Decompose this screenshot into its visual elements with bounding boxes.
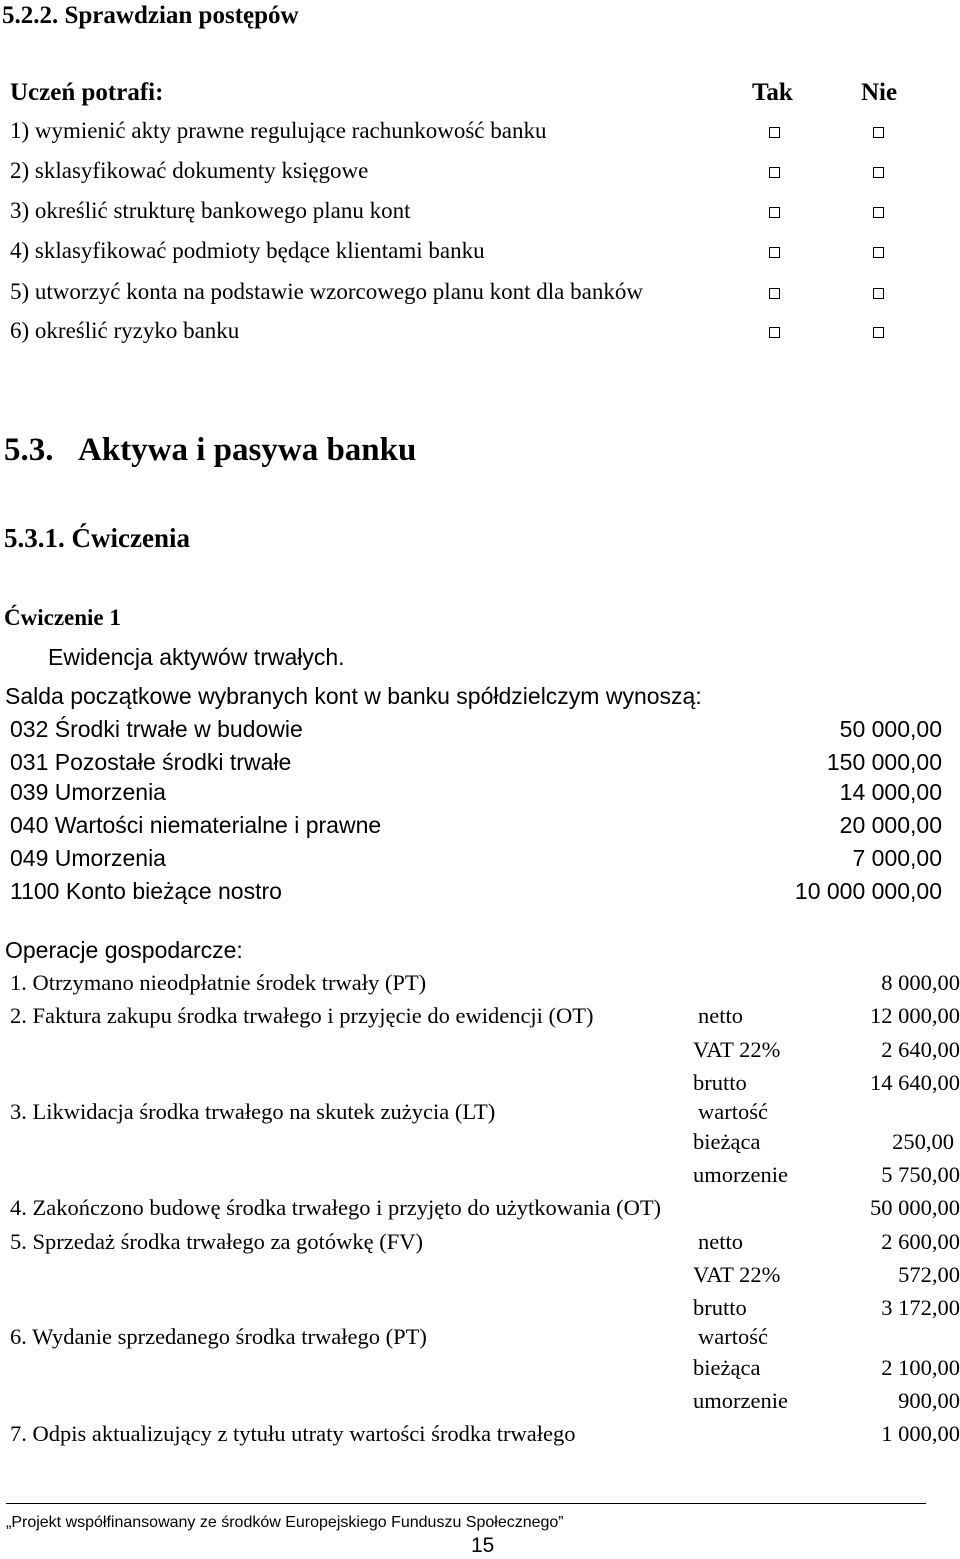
operation-3-umorzenie-label: umorzenie: [693, 1162, 788, 1187]
section-heading-5-2-2: 5.2.2. Sprawdzian postępów: [2, 2, 299, 29]
operation-2-vat-value: 2 640,00: [881, 1037, 960, 1062]
operation-1-value: 8 000,00: [881, 970, 960, 995]
checkbox-no-2[interactable]: [873, 167, 884, 178]
balance-label: 039 Umorzenia: [10, 779, 166, 805]
operation-2-text: 2. Faktura zakupu środka trwałego i przyjęcie do ewidencji (OT): [10, 1003, 594, 1028]
operation-5-text: 5. Sprzedaż środka trwałego za gotówkę (FV): [10, 1229, 423, 1254]
balance-value: 150 000,00: [826, 749, 942, 775]
balance-label: 040 Wartości niematerialne i prawne: [10, 812, 382, 838]
balance-label: 032 Środki trwałe w budowie: [10, 716, 303, 742]
checkbox-no-6[interactable]: [873, 327, 884, 338]
operation-5-brutto-label: brutto: [693, 1295, 747, 1320]
operation-4-value: 50 000,00: [870, 1195, 960, 1220]
section-heading-5-3-1: 5.3.1. Ćwiczenia: [4, 523, 190, 553]
operation-3-biezaca-value: 250,00: [892, 1129, 954, 1154]
checkbox-yes-3[interactable]: [769, 207, 780, 218]
balance-label: 031 Pozostałe środki trwałe: [10, 749, 292, 775]
checklist-item-3: 3) określić strukturę bankowego planu kont: [10, 198, 411, 223]
operation-6-text: 6. Wydanie sprzedanego środka trwałego (PT): [10, 1324, 427, 1349]
operation-7-text: 7. Odpis aktualizujący z tytułu utraty wartości środka trwałego: [10, 1421, 576, 1446]
section-number-5-3: 5.3.: [4, 432, 54, 468]
operation-4-text: 4. Zakończono budowę środka trwałego i przyjęto do użytkowania (OT): [10, 1195, 662, 1220]
operation-6-umorzenie-value: 900,00: [898, 1388, 960, 1413]
exercise-intro: Salda początkowe wybranych kont w banku spółdzielczym wynoszą:: [5, 683, 702, 709]
checklist-item-1: 1) wymienić akty prawne regulujące rachunkowość banku: [10, 118, 547, 143]
balance-value: 14 000,00: [839, 779, 942, 805]
checkbox-yes-6[interactable]: [769, 327, 780, 338]
column-yes-label: Tak: [752, 79, 793, 106]
checkbox-yes-5[interactable]: [769, 288, 780, 299]
checkbox-yes-4[interactable]: [769, 247, 780, 258]
operation-2-netto-value: 12 000,00: [870, 1003, 960, 1028]
balance-label: 1100 Konto bieżące nostro: [10, 878, 282, 904]
operations-title: Operacje gospodarcze:: [5, 937, 243, 963]
operation-7-value: 1 000,00: [881, 1421, 960, 1446]
checkbox-no-1[interactable]: [873, 127, 884, 138]
page-number: 15: [471, 1534, 495, 1557]
footer-divider: [6, 1503, 926, 1504]
checklist-item-6: 6) określić ryzyko banku: [10, 318, 240, 343]
balance-value: 10 000 000,00: [794, 878, 942, 904]
operation-2-vat-label: VAT 22%: [693, 1037, 781, 1062]
checkbox-yes-2[interactable]: [769, 167, 780, 178]
checklist-item-2: 2) sklasyfikować dokumenty księgowe: [10, 158, 369, 183]
operation-5-netto-label: netto: [698, 1229, 743, 1254]
footer-project-text: „Projekt współfinansowany ze środków Europejskiego Funduszu Społecznego”: [6, 1514, 564, 1531]
checklist-item-4: 4) sklasyfikować podmioty będące klientami banku: [10, 238, 485, 263]
operation-5-vat-label: VAT 22%: [693, 1262, 781, 1287]
operation-3-umorzenie-value: 5 750,00: [881, 1162, 960, 1187]
operation-3-wartosc-label: wartość: [698, 1099, 768, 1124]
operation-2-brutto-value: 14 640,00: [870, 1070, 960, 1095]
exercise-title: Ćwiczenie 1: [4, 605, 121, 630]
operation-3-text: 3. Likwidacja środka trwałego na skutek zużycia (LT): [10, 1099, 496, 1124]
operation-2-netto-label: netto: [698, 1003, 743, 1028]
checklist-item-5: 5) utworzyć konta na podstawie wzorcowego planu kont dla banków: [10, 279, 643, 304]
balance-label: 049 Umorzenia: [10, 845, 166, 871]
checkbox-no-4[interactable]: [873, 247, 884, 258]
operation-6-wartosc-label: wartość: [698, 1324, 768, 1349]
checkbox-yes-1[interactable]: [769, 127, 780, 138]
balance-value: 7 000,00: [852, 845, 942, 871]
operation-6-biezaca-label: bieżąca: [693, 1355, 761, 1380]
balance-value: 20 000,00: [839, 812, 942, 838]
checkbox-no-5[interactable]: [873, 288, 884, 299]
checklist-header: Uczeń potrafi:: [10, 79, 164, 106]
operation-5-brutto-value: 3 172,00: [881, 1295, 960, 1320]
operation-5-vat-value: 572,00: [898, 1262, 960, 1287]
operation-1-text: 1. Otrzymano nieodpłatnie środek trwały (PT): [10, 970, 427, 995]
exercise-subtitle: Ewidencja aktywów trwałych.: [48, 644, 345, 670]
operation-6-biezaca-value: 2 100,00: [881, 1355, 960, 1380]
operation-5-netto-value: 2 600,00: [881, 1229, 960, 1254]
operation-2-brutto-label: brutto: [693, 1070, 747, 1095]
section-heading-5-3: Aktywa i pasywa banku: [78, 432, 417, 468]
column-no-label: Nie: [861, 79, 898, 106]
checkbox-no-3[interactable]: [873, 207, 884, 218]
operation-3-biezaca-label: bieżąca: [693, 1129, 761, 1154]
operation-6-umorzenie-label: umorzenie: [693, 1388, 788, 1413]
balance-value: 50 000,00: [839, 716, 942, 742]
